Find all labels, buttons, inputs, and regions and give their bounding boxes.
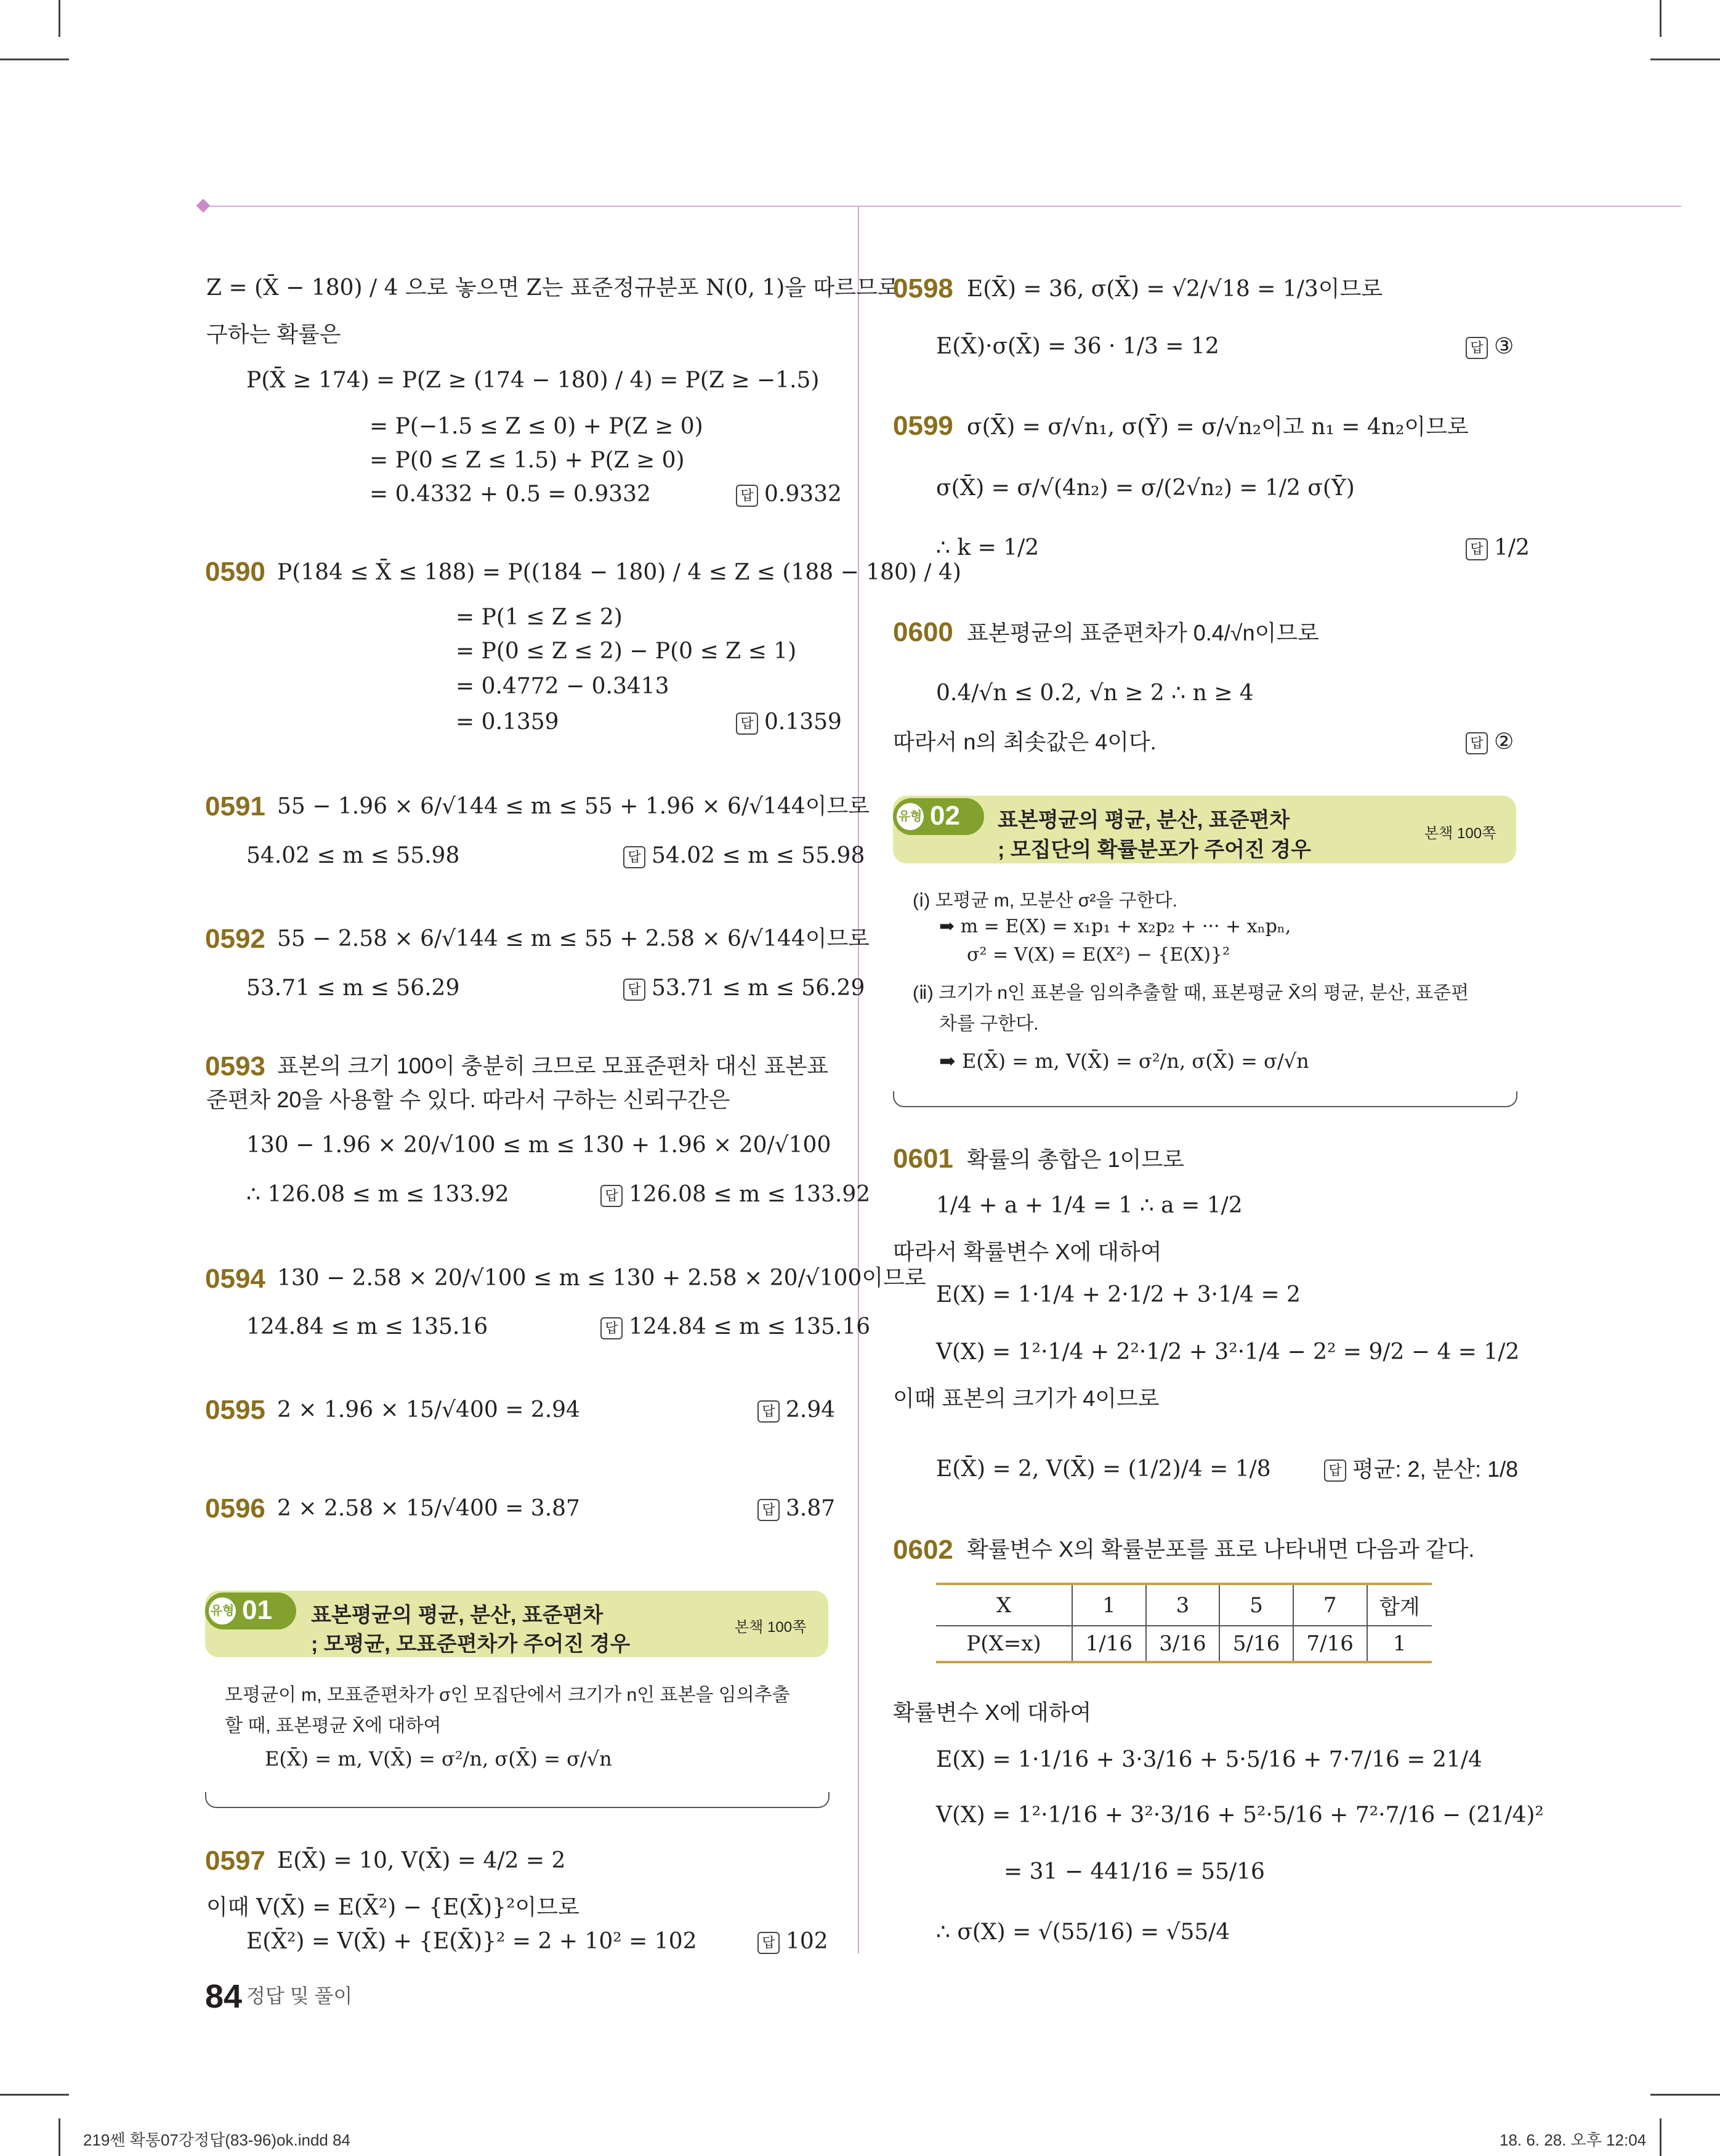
problem-number: 0602 [893, 1535, 953, 1565]
cont-line-6: = 0.4332 + 0.5 = 0.9332 [369, 482, 651, 507]
type-number: 02 [930, 801, 960, 831]
p0601-line-3: 따라서 확률변수 X에 대하여 [893, 1239, 1162, 1264]
answer: 답 126.08 ≤ m ≤ 133.92 [600, 1184, 870, 1207]
table-cell: X [936, 1584, 1072, 1626]
answer-icon: 답 [623, 979, 645, 1001]
p0602-line-1: 확률변수 X의 확률분포를 표로 나타내면 다음과 같다. [967, 1536, 1475, 1562]
p0598-line-2: E(X̄)·σ(X̄) = 36 · 1/3 = 12 [936, 334, 1219, 359]
p0592-line-1: 55 − 2.58 × 6/√144 ≤ m ≤ 55 + 2.58 × 6/√144이므로 [277, 926, 870, 951]
answer: 답 124.84 ≤ m ≤ 135.16 [600, 1316, 870, 1339]
cont-line-5: = P(0 ≤ Z ≤ 1.5) + P(Z ≥ 0) [369, 448, 685, 473]
problem-number: 0600 [893, 617, 953, 647]
box2-note-2: ➡ m = E(X) = x₁p₁ + x₂p₂ + ··· + xₙpₙ, [939, 916, 1291, 937]
p0597-line-1: E(X̄) = 10, V(X̄) = 4/2 = 2 [277, 1848, 566, 1873]
box2-note-6: ➡ E(X̄) = m, V(X̄) = σ²/n, σ(X̄) = σ/√n [939, 1049, 1309, 1073]
answer-icon: 답 [736, 485, 758, 507]
footer-date: 18. 6. 28. 오후 12:04 [1500, 2131, 1647, 2149]
page-number: 84 [205, 1978, 243, 2015]
table-cell: 1 [1367, 1626, 1432, 1662]
answer-icon: 답 [1324, 1460, 1346, 1482]
box1-note-3: E(X̄) = m, V(X̄) = σ²/n, σ(X̄) = σ/√n [265, 1747, 612, 1770]
answer: 답 53.71 ≤ m ≤ 56.29 [623, 977, 865, 1001]
problem-number: 0595 [205, 1395, 265, 1425]
type-ref: 본책 100쪽 [1424, 825, 1496, 842]
answer: 답 3.87 [757, 1498, 835, 1521]
crop-mark [1660, 2118, 1661, 2156]
p0601-line-5: V(X) = 1²·1/4 + 2²·1/2 + 3²·1/4 − 2² = 9/2 − 4 = 1/2 [936, 1339, 1520, 1365]
box1-note-1: 모평균이 m, 모표준편차가 σ인 모집단에서 크기가 n인 표본을 임의추출 [225, 1685, 790, 1705]
problem-number: 0597 [205, 1846, 265, 1876]
type-title-2: ; 모집단의 확률분포가 주어진 경우 [998, 838, 1311, 862]
answer-icon: 답 [623, 846, 645, 868]
box2-note-1: (ⅰ) 모평균 m, 모분산 σ²을 구한다. [913, 890, 1177, 911]
table-cell: 1/16 [1072, 1626, 1146, 1662]
p0590-line-4: = 0.4772 − 0.3413 [456, 674, 669, 699]
p0590-line-1: P(184 ≤ X̄ ≤ 188) = P((184 − 180) / 4 ≤ Z ≤ (188 − 180) / 4) [277, 560, 961, 585]
p0593-line-1: 표본의 크기 100이 충분히 크므로 모표준편차 대신 표본표 [277, 1053, 829, 1078]
answer-icon: 답 [600, 1317, 623, 1339]
p0592-line-2: 53.71 ≤ m ≤ 56.29 [246, 975, 460, 1001]
p0602-line-3: E(X) = 1·1/16 + 3·3/16 + 5·5/16 + 7·7/16 = 21/4 [936, 1747, 1482, 1772]
p0591-line-2: 54.02 ≤ m ≤ 55.98 [246, 843, 460, 868]
running-title: 정답 및 풀이 [246, 1985, 353, 2007]
problem-number: 0592 [205, 924, 265, 954]
type-ref: 본책 100쪽 [735, 1619, 807, 1636]
p0601-line-6: 이때 표본의 크기가 4이므로 [893, 1386, 1160, 1411]
cont-line-2: 구하는 확률은 [206, 321, 341, 347]
p0591-line-1: 55 − 1.96 × 6/√144 ≤ m ≤ 55 + 1.96 × 6/√144이므로 [277, 794, 870, 819]
table-row [936, 1626, 1432, 1662]
p0600-line-3: 따라서 n의 최솟값은 4이다. [893, 729, 1157, 754]
p0597-line-2: 이때 V(X̄) = E(X̄²) − {E(X̄)}²이므로 [206, 1895, 579, 1920]
answer-icon: 답 [1466, 538, 1488, 560]
header-rule [197, 206, 1681, 207]
p0602-line-2: 확률변수 X에 대하여 [893, 1700, 1092, 1725]
p0593-line-4: ∴ 126.08 ≤ m ≤ 133.92 [246, 1182, 509, 1207]
p0602-line-5: = 31 − 441/16 = 55/16 [1004, 1859, 1265, 1884]
crop-mark [0, 59, 69, 60]
p0599-line-1: σ(X̄) = σ/√n₁, σ(Ȳ) = σ/√n₂이고 n₁ = 4n₂이므로 [967, 414, 1469, 440]
answer: 답 0.1359 [736, 711, 842, 735]
p0593-line-2: 준편차 20을 사용할 수 있다. 따라서 구하는 신뢰구간은 [206, 1087, 730, 1112]
cont-line-3: P(X̄ ≥ 174) = P(Z ≥ (174 − 180) / 4) = P(Z ≥ −1.5) [246, 368, 820, 393]
answer-icon: 답 [757, 1499, 780, 1521]
footer-file: 219쎈 확통07강정답(83-96)ok.indd 84 [83, 2131, 351, 2149]
table-cell: 5/16 [1219, 1626, 1293, 1662]
crop-mark [59, 0, 60, 37]
type-title-1: 표본평균의 평균, 분산, 표준편차 [311, 1604, 604, 1627]
p0596-line-1: 2 × 2.58 × 15/√400 = 3.87 [277, 1496, 580, 1521]
box2-note-4: (ⅱ) 크기가 n인 표본을 임의추출할 때, 표본평균 X̄의 평균, 분산, 표준편 [913, 983, 1469, 1003]
p0590-line-3: = P(0 ≤ Z ≤ 2) − P(0 ≤ Z ≤ 1) [456, 639, 797, 664]
p0601-line-1: 확률의 총합은 1이므로 [967, 1147, 1185, 1172]
type-number: 01 [242, 1595, 272, 1625]
header-diamond [196, 199, 211, 213]
cont-line-4: = P(−1.5 ≤ Z ≤ 0) + P(Z ≥ 0) [369, 414, 703, 439]
answer-icon: 답 [757, 1400, 780, 1423]
answer-icon: 답 [1466, 337, 1488, 359]
p0598-line-1: E(X̄) = 36, σ(X̄) = √2/√18 = 1/3이므로 [967, 277, 1383, 302]
problem-number: 0598 [893, 273, 953, 304]
answer-icon: 답 [736, 713, 758, 735]
p0602-line-4: V(X) = 1²·1/16 + 3²·3/16 + 5²·5/16 + 7²·7/16 − (21/4)² [936, 1803, 1544, 1828]
p0595-line-1: 2 × 1.96 × 15/√400 = 2.94 [277, 1397, 580, 1423]
box-bracket [205, 1792, 830, 1808]
problem-number: 0591 [205, 791, 265, 822]
type-badge-01 [205, 1593, 296, 1629]
p0590-line-5: = 0.1359 [456, 709, 559, 735]
table-cell: 7/16 [1293, 1626, 1367, 1662]
box1-note-2: 할 때, 표본평균 X̄에 대하여 [225, 1716, 442, 1736]
table-cell: 7 [1293, 1584, 1367, 1626]
answer: 답 102 [757, 1931, 828, 1954]
p0599-line-2: σ(X̄) = σ/√(4n₂) = σ/(2√n₂) = 1/2 σ(Ȳ) [936, 475, 1355, 501]
p0600-line-2: 0.4/√n ≤ 0.2, √n ≥ 2 ∴ n ≥ 4 [936, 680, 1254, 706]
table-cell: 5 [1219, 1584, 1293, 1626]
type-badge-02 [893, 798, 984, 835]
type-tag: 유형 [897, 803, 924, 830]
answer: 답 ③ [1466, 336, 1514, 359]
p0601-line-4: E(X) = 1·1/4 + 2·1/2 + 3·1/4 = 2 [936, 1282, 1301, 1307]
answer: 답 2.94 [757, 1399, 835, 1423]
problem-number: 0596 [205, 1493, 265, 1524]
problem-number: 0590 [205, 557, 265, 587]
table-cell: 합계 [1367, 1584, 1432, 1626]
box2-note-5: 차를 구한다. [939, 1014, 1039, 1034]
crop-mark [1660, 0, 1661, 37]
table-cell: P(X=x) [936, 1626, 1072, 1662]
problem-number: 0601 [893, 1144, 953, 1174]
p0602-line-6: ∴ σ(X) = √(55/16) = √55/4 [936, 1920, 1230, 1945]
p0593-line-3: 130 − 1.96 × 20/√100 ≤ m ≤ 130 + 1.96 × 20/√100 [246, 1133, 831, 1158]
p0590-line-2: = P(1 ≤ Z ≤ 2) [456, 605, 623, 630]
crop-mark [0, 2094, 69, 2096]
p0599-line-3: ∴ k = 1/2 [936, 535, 1040, 560]
answer: 답 54.02 ≤ m ≤ 55.98 [623, 845, 865, 868]
table-cell: 3 [1146, 1584, 1220, 1626]
p0597-line-3: E(X̄²) = V(X̄) + {E(X̄)}² = 2 + 10² = 102 [246, 1929, 697, 1954]
crop-mark [59, 2118, 60, 2156]
answer-icon: 답 [600, 1185, 623, 1207]
answer: 답 ② [1466, 731, 1514, 754]
p0601-line-2: 1/4 + a + 1/4 = 1 ∴ a = 1/2 [936, 1193, 1243, 1218]
answer: 답 1/2 [1466, 537, 1530, 560]
table-cell: 3/16 [1146, 1626, 1220, 1662]
answer-icon: 답 [757, 1932, 780, 1954]
type-tag: 유형 [209, 1597, 236, 1625]
answer: 답 0.9332 [736, 483, 842, 507]
problem-number: 0593 [205, 1051, 265, 1081]
p0601-line-7: E(X̄) = 2, V(X̄) = (1/2)/4 = 1/8 [936, 1456, 1271, 1482]
problem-number: 0594 [205, 1264, 265, 1294]
table-cell: 1 [1072, 1584, 1146, 1626]
problem-number: 0599 [893, 411, 953, 441]
p0600-line-1: 표본평균의 표준편차가 0.4/√n이므로 [967, 620, 1319, 645]
p0594-line-2: 124.84 ≤ m ≤ 135.16 [246, 1314, 488, 1339]
answer: 답 평균: 2, 분산: 1/8 [1324, 1458, 1518, 1482]
box-bracket [893, 1091, 1517, 1107]
type-title-1: 표본평균의 평균, 분산, 표준편차 [998, 809, 1290, 832]
answer-icon: 답 [1466, 732, 1488, 754]
crop-mark [1650, 59, 1720, 60]
distribution-table [936, 1583, 1432, 1663]
p0594-line-1: 130 − 2.58 × 20/√100 ≤ m ≤ 130 + 2.58 × 20/√100이므로 [277, 1266, 926, 1291]
cont-line-1: Z = (X̄ − 180) / 4 으로 놓으면 Z는 표준정규분포 N(0, 1)을 따르므로 [206, 275, 899, 301]
crop-mark [1650, 2094, 1720, 2096]
table-row [936, 1584, 1432, 1626]
type-title-2: ; 모평균, 모표준편차가 주어진 경우 [311, 1633, 631, 1656]
box2-note-3: σ² = V(X) = E(X²) − {E(X)}² [967, 944, 1230, 966]
column-divider [858, 207, 859, 1953]
